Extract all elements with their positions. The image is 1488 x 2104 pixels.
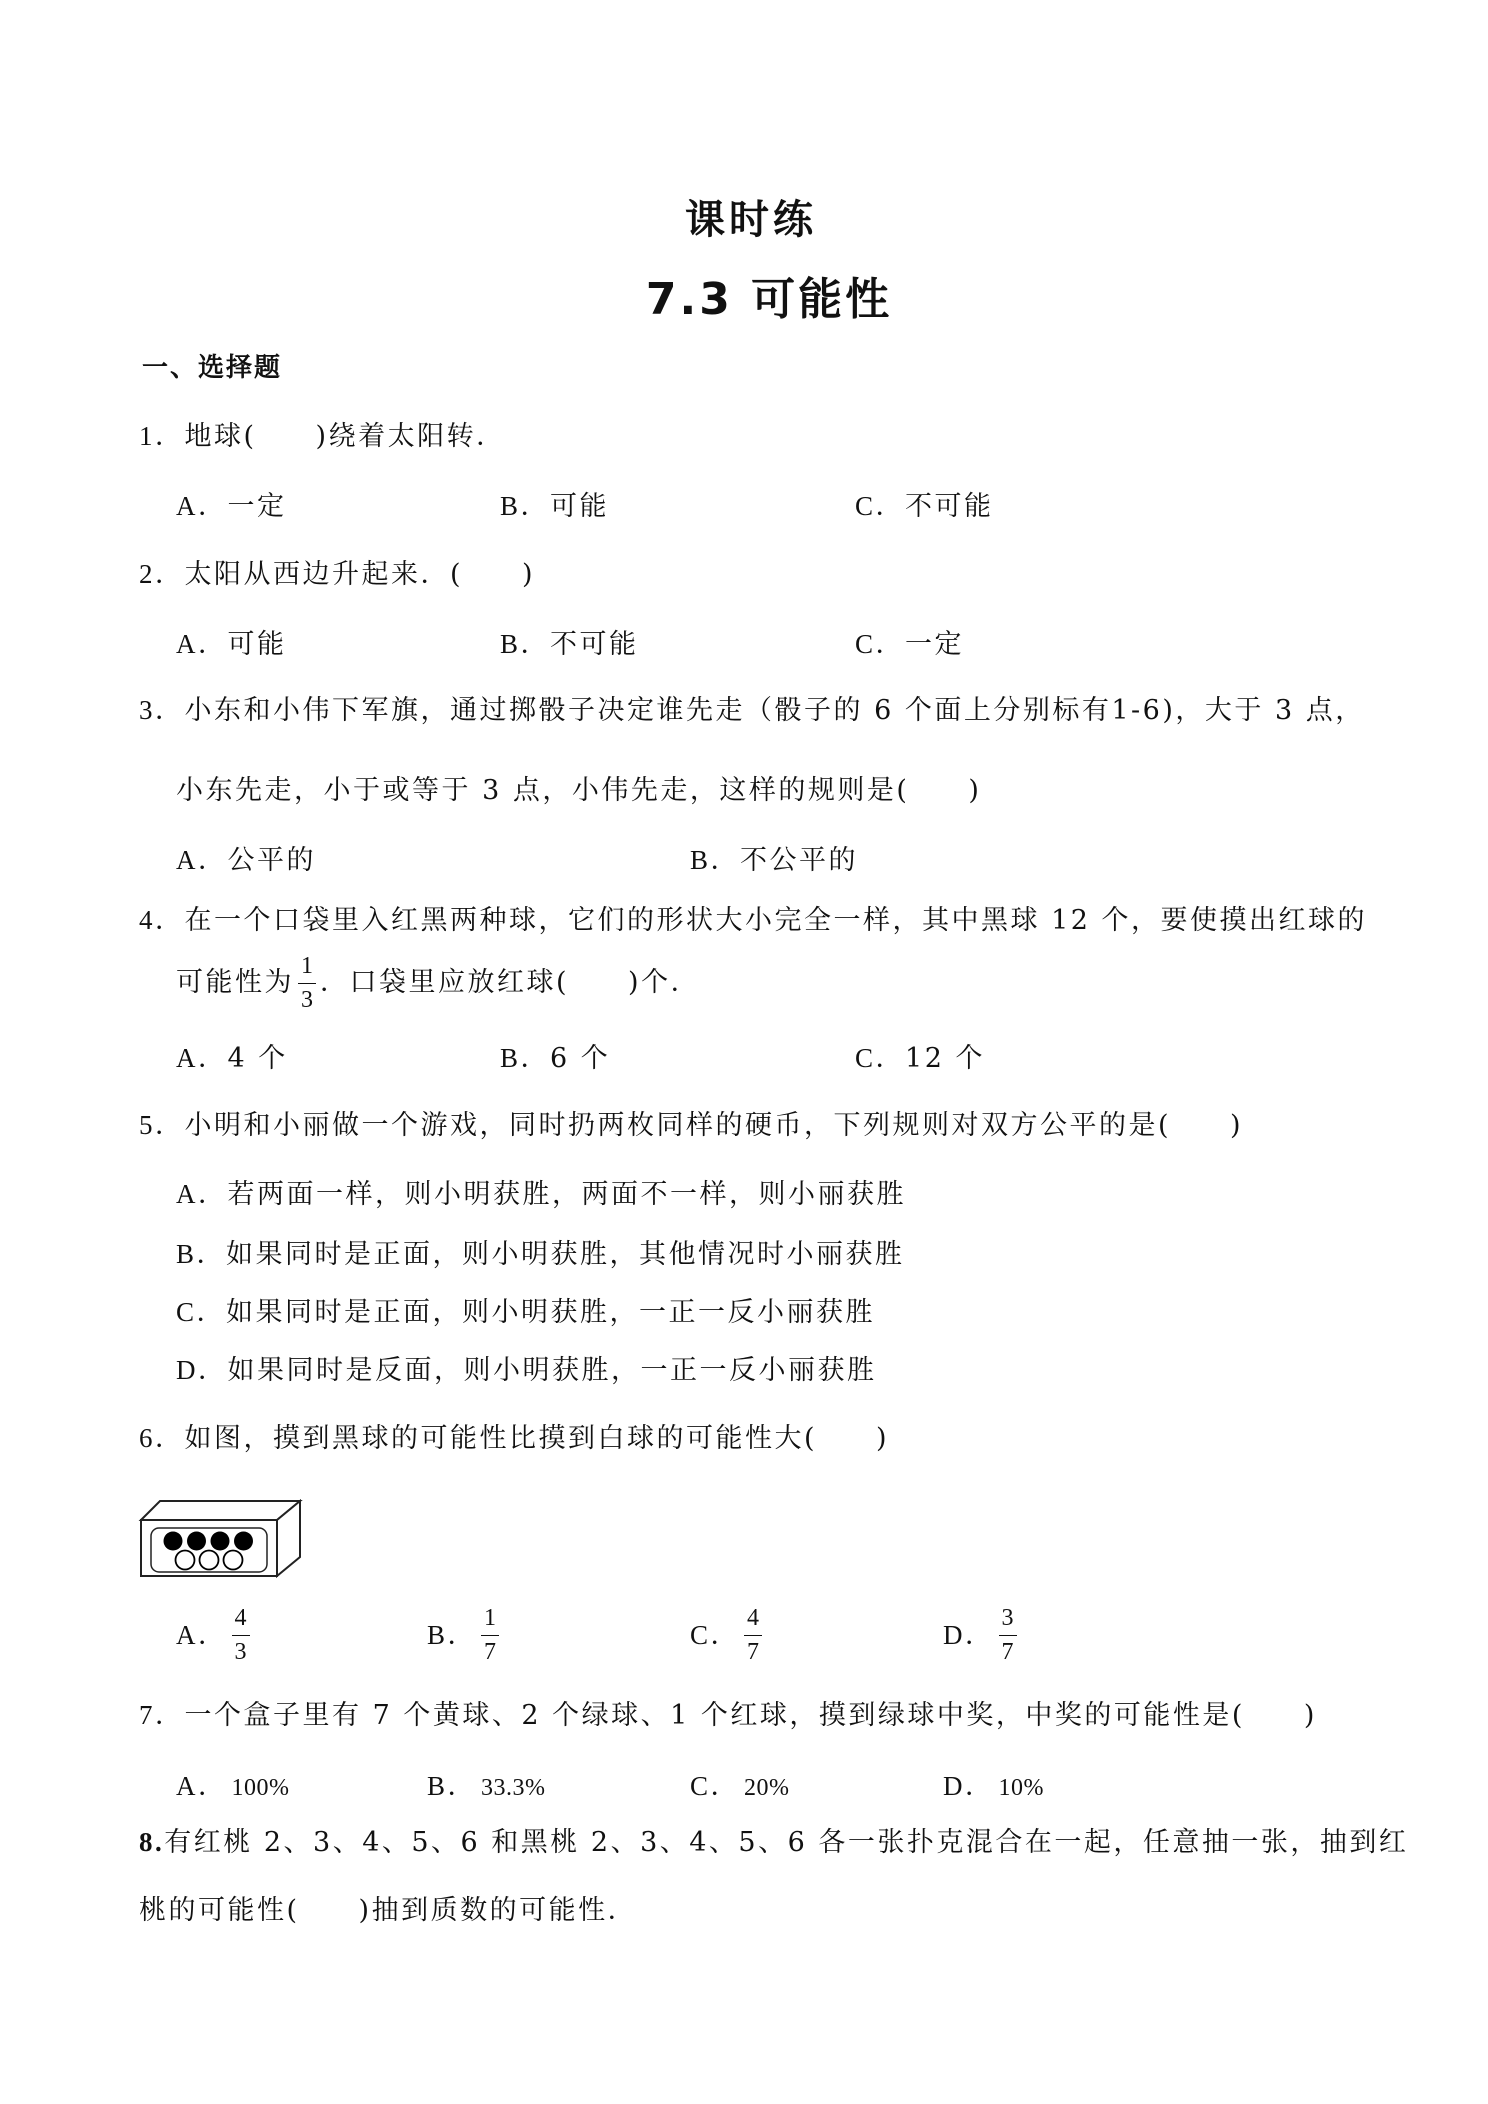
option-text: 如果同时是反面，则小明获胜，一正一反小丽获胜: [227, 1355, 877, 1386]
option-text: 一定: [905, 629, 965, 660]
ball-box-figure: [136, 1496, 306, 1582]
option-label: B．: [427, 1771, 478, 1801]
black-ball: [187, 1532, 206, 1551]
option-label: B．: [690, 845, 741, 875]
question-text: 小明和小丽做一个游戏，同时扔两枚同样的硬币，下列规则对双方公平的是( ): [184, 1110, 1244, 1141]
section-heading: 一、选择题: [142, 353, 283, 383]
option-label: A．: [176, 1043, 228, 1073]
fraction: [298, 949, 316, 1017]
question-number: 7．: [139, 1700, 185, 1730]
black-ball: [164, 1532, 183, 1551]
question-6: [139, 1420, 889, 1457]
option-text: 可能: [550, 491, 610, 522]
q3-option-b: [690, 842, 858, 879]
option-label: D．: [943, 1620, 995, 1650]
option-text: 如果同时是正面，则小明获胜，其他情况时小丽获胜: [226, 1239, 905, 1270]
question-text: 地球( )绕着太阳转．: [184, 421, 506, 452]
fraction: [481, 1601, 499, 1669]
option-label: C．: [176, 1297, 227, 1327]
q7-option-c: [690, 1768, 790, 1806]
fraction-numerator: 1: [301, 953, 313, 979]
question-1: [139, 418, 506, 455]
option-label: A．: [176, 845, 228, 875]
q2-option-a: [176, 626, 287, 663]
white-ball: [224, 1551, 243, 1570]
q5-option-b: [176, 1236, 905, 1273]
white-ball: [200, 1551, 219, 1570]
question-number: 3．: [139, 695, 185, 725]
option-label: B．: [176, 1239, 227, 1269]
question-number: 4．: [139, 905, 185, 935]
option-label: C．: [690, 1771, 741, 1801]
option-text: 如果同时是正面，则小明获胜，一正一反小丽获胜: [226, 1297, 876, 1328]
q5-option-d: [176, 1352, 877, 1389]
fraction-denominator: 7: [481, 1635, 499, 1669]
fraction-denominator: 7: [744, 1635, 762, 1669]
q7-option-a: [176, 1768, 290, 1806]
question-number: 2．: [139, 559, 185, 589]
q1-option-b: [500, 488, 609, 525]
q7-option-b: [427, 1768, 546, 1806]
q6-option-c: [690, 1600, 766, 1670]
option-text: 可能: [227, 629, 287, 660]
option-label: B．: [427, 1620, 478, 1650]
option-label: A．: [176, 1620, 228, 1650]
question-5: [139, 1107, 1243, 1144]
option-label: B．: [500, 1043, 551, 1073]
option-text: 20%: [744, 1775, 790, 1801]
q5-option-a: [176, 1176, 906, 1213]
option-label: C．: [690, 1620, 741, 1650]
option-text: 10%: [998, 1775, 1044, 1801]
question-text: 一个盒子里有 7 个黄球、2 个绿球、1 个红球，摸到绿球中奖，中奖的可能性是( ): [184, 1700, 1317, 1731]
option-text: 4 个: [227, 1043, 288, 1074]
fraction: [232, 1601, 250, 1669]
option-label: D．: [943, 1771, 995, 1801]
q1-option-c: [855, 488, 994, 525]
option-label: C．: [855, 491, 906, 521]
option-label: C．: [855, 1043, 906, 1073]
option-label: A．: [176, 1179, 228, 1209]
question-text: 太阳从西边升起来．( ): [184, 559, 536, 590]
question-text: 可能性为: [176, 967, 294, 998]
q6-option-b: [427, 1600, 503, 1670]
black-ball: [211, 1532, 230, 1551]
q6-option-d: [943, 1600, 1021, 1670]
white-ball: [176, 1551, 195, 1570]
option-label: A．: [176, 629, 228, 659]
question-3-line-2: 小东先走，小于或等于 3 点，小伟先走，这样的规则是( ): [176, 775, 982, 806]
option-text: 若两面一样，则小明获胜，两面不一样，则小丽获胜: [227, 1179, 906, 1210]
fraction: [744, 1601, 762, 1669]
option-text: 6 个: [550, 1043, 611, 1074]
q5-option-c: [176, 1294, 875, 1331]
question-7: [139, 1697, 1317, 1734]
fraction-denominator: 3: [232, 1635, 250, 1669]
fraction-denominator: 3: [298, 983, 316, 1017]
question-number: 1．: [139, 421, 185, 451]
question-text: 小东和小伟下军旗，通过掷骰子决定谁先走（骰子的 6 个面上分别标有1-6)，大于 3 点，: [184, 695, 1365, 726]
option-label: D．: [176, 1355, 228, 1385]
question-text: 有红桃 2、3、4、5、6 和黑桃 2、3、4、5、6 各一张扑克混合在一起，任意抽一张，抽到红: [164, 1827, 1409, 1858]
option-label: B．: [500, 491, 551, 521]
q2-option-b: [500, 626, 639, 663]
question-3: [139, 692, 1365, 729]
question-8: [139, 1824, 1408, 1861]
option-text: 一定: [227, 491, 287, 522]
question-2: [139, 556, 535, 593]
worksheet-title: 课时练: [685, 197, 817, 243]
q4-option-c: [855, 1040, 985, 1077]
question-number: 6．: [139, 1423, 185, 1453]
option-text: 100%: [231, 1775, 290, 1801]
q6-option-a: [176, 1600, 254, 1670]
question-8-line-2: 桃的可能性( )抽到质数的可能性．: [139, 1895, 638, 1926]
option-text: 33.3%: [481, 1775, 546, 1801]
question-text: 如图，摸到黑球的可能性比摸到白球的可能性大( ): [184, 1423, 890, 1454]
fraction-numerator: 1: [484, 1605, 497, 1631]
question-4-line-2: [176, 948, 700, 1018]
q2-option-c: [855, 626, 964, 663]
option-text: 12 个: [905, 1043, 985, 1074]
question-number: 8.: [139, 1827, 165, 1857]
q3-option-a: [176, 842, 316, 879]
fraction-numerator: 3: [1001, 1605, 1014, 1631]
fraction-numerator: 4: [747, 1605, 760, 1631]
option-label: A．: [176, 491, 228, 521]
q1-option-a: [176, 488, 287, 525]
lesson-title: 7.3 可能性: [645, 274, 893, 325]
option-text: 不可能: [905, 491, 994, 522]
option-label: A．: [176, 1771, 228, 1801]
option-text: 不可能: [550, 629, 639, 660]
q4-option-a: [176, 1040, 288, 1077]
option-text: 公平的: [227, 845, 316, 876]
fraction-numerator: 4: [234, 1605, 247, 1631]
option-label: B．: [500, 629, 551, 659]
option-label: C．: [855, 629, 906, 659]
box-top-face: [141, 1501, 300, 1520]
question-text: 在一个口袋里入红黑两种球，它们的形状大小完全一样，其中黑球 12 个，要使摸出红球的: [184, 905, 1368, 936]
q4-option-b: [500, 1040, 610, 1077]
q7-option-d: [943, 1768, 1044, 1806]
black-ball: [234, 1532, 253, 1551]
fraction: [999, 1601, 1017, 1669]
question-number: 5．: [139, 1110, 185, 1140]
question-4: [139, 902, 1367, 939]
option-text: 不公平的: [740, 845, 859, 876]
fraction-denominator: 7: [999, 1635, 1017, 1669]
question-text: ．口袋里应放红球( )个．: [320, 967, 701, 998]
